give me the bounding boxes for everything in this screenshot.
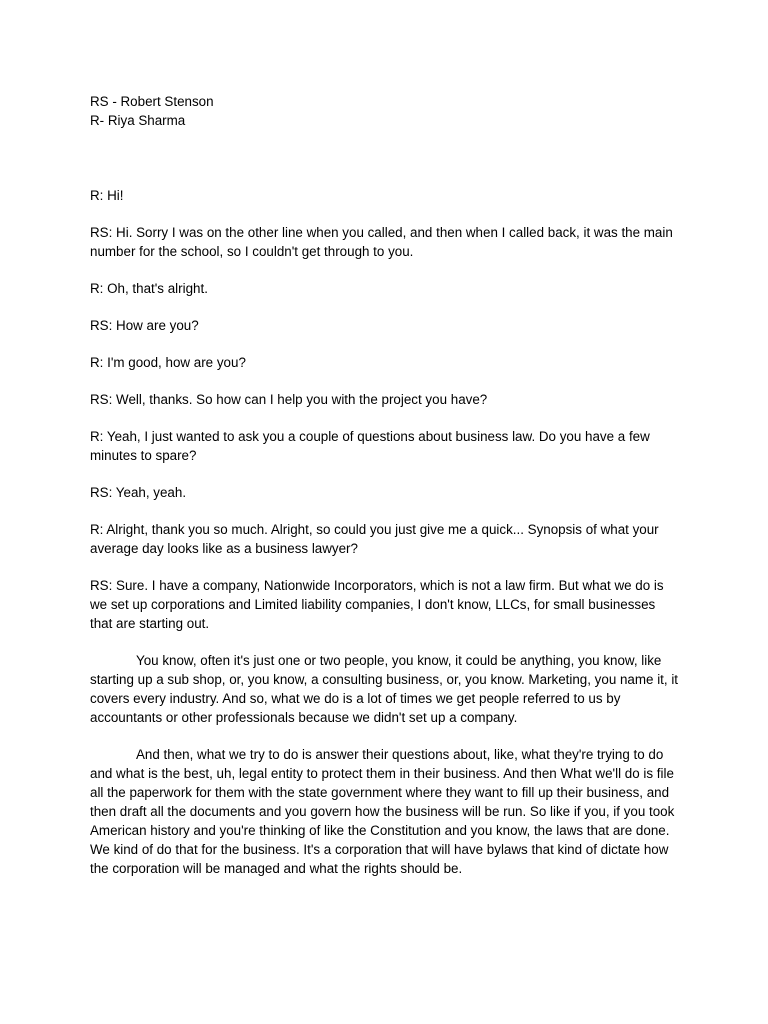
transcript-paragraph: RS: Well, thanks. So how can I help you with the project you have?: [90, 392, 488, 407]
transcript-paragraph: RS: Yeah, yeah.: [90, 485, 187, 500]
speaker-legend: [90, 92, 680, 130]
transcript-paragraph: R: Hi!: [90, 188, 124, 203]
transcript-paragraph: R: I'm good, how are you?: [90, 355, 246, 370]
legend-line-rs: RS - Robert Stenson: [90, 94, 214, 109]
transcript-paragraph: And then, what we try to do is answer their questions about, like, what they're trying to do and what is the best, uh, legal entity to protect them in their business. And then What we'll do is file all the paperwork for them with the state government where they want to fill up their business, and then draft all the documents and you govern how the business will be run. So like if you, if you took American history and you're thinking of like the Constitution and you know, the laws that are done. We kind of do that for the business. It's a corporation that will have bylaws that kind of dictate how the corporation will be managed and what the rights should be.: [90, 747, 675, 876]
transcript-paragraph: You know, often it's just one or two people, you know, it could be anything, you know, like starting up a sub shop, or, you know, a consulting business, or, you know. Marketing, you name it, it covers every industry. And so, what we do is a lot of times we get people referred to us by accountants or other professionals because we didn't set up a company.: [90, 653, 679, 725]
transcript-body: [90, 186, 680, 878]
transcript-paragraph: RS: Hi. Sorry I was on the other line when you called, and then when I called back, it was the main number for the school, so I couldn't get through to you.: [90, 225, 673, 259]
transcript-paragraph: R: Yeah, I just wanted to ask you a couple of questions about business law. Do you have a few minutes to spare?: [90, 429, 650, 463]
transcript-paragraph: RS: How are you?: [90, 318, 199, 333]
legend-line-r: R- Riya Sharma: [90, 113, 186, 128]
transcript-page: [90, 92, 680, 896]
transcript-paragraph: R: Oh, that's alright.: [90, 281, 208, 296]
transcript-paragraph: RS: Sure. I have a company, Nationwide Incorporators, which is not a law firm. But what we do is we set up corporations and Limited liability companies, I don't know, LLCs, for small businesses that are starting out.: [90, 578, 664, 631]
transcript-paragraph: R: Alright, thank you so much. Alright, so could you just give me a quick... Synopsis of what your average day looks like as a business lawyer?: [90, 522, 659, 556]
